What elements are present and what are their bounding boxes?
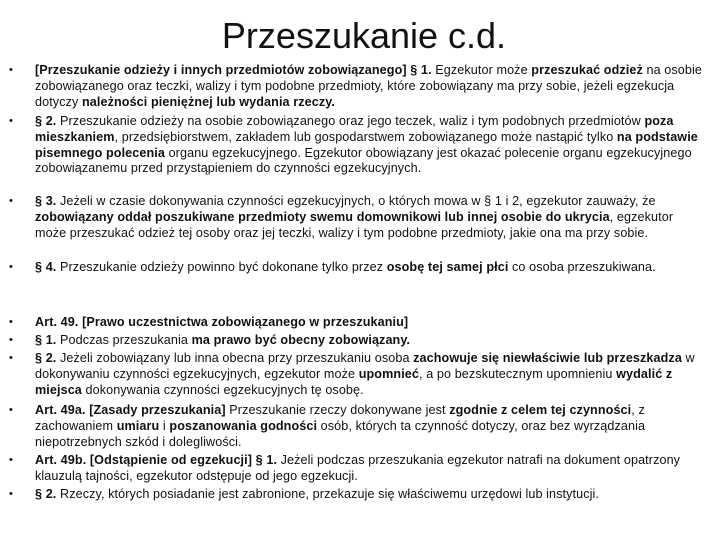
- bold-text-segment: przeszukać odzież: [531, 63, 643, 77]
- bullet-icon: •: [9, 64, 13, 76]
- bold-text-segment: Art. 49a. [Zasady przeszukania]: [35, 403, 226, 417]
- bold-text-segment: należności pieniężnej lub wydania rzeczy.: [82, 94, 336, 109]
- text-segment: Przeszukanie odzieży na osobie zobowiązanego oraz jego teczek, waliz i tym podobnych przedmiotów: [56, 114, 645, 128]
- item-text: [35, 114, 698, 175]
- bold-text-segment: zobowiązany oddał poszukiwane przedmioty swemu domownikowi lub innej osobie do ukrycia: [35, 209, 610, 224]
- bold-text-segment: [Przeszukanie odzieży i innych przedmiotów zobowiązanego] § 1.: [35, 63, 432, 77]
- text-segment: Przeszukanie odzieży powinno być dokonane tylko przez: [56, 260, 387, 274]
- bold-text-segment: wydalić z miejsca: [35, 366, 673, 397]
- bold-text-segment: zgodnie z celem tej czynności: [449, 403, 632, 417]
- list-item-art-49a: [9, 403, 707, 450]
- bullet-icon: •: [9, 454, 13, 466]
- text-segment: co osoba przeszukiwana.: [508, 260, 656, 274]
- bold-text-segment: Art. 49b. [Odstąpienie od egzekucji] § 1.: [35, 453, 278, 467]
- bold-text-segment: poza mieszkaniem: [35, 114, 674, 144]
- list-item-paragraph-2: [9, 114, 707, 177]
- bold-text-segment: umiaru: [116, 418, 160, 433]
- bold-text-segment: § 2.: [35, 114, 57, 128]
- bold-text-segment: osobę tej samej płci: [386, 260, 509, 274]
- bullet-icon: •: [9, 404, 13, 416]
- bullet-icon: •: [9, 488, 13, 500]
- text-segment: dokonywania czynności egzekucyjnych tę osobę.: [81, 382, 364, 397]
- text-segment: w dokonywaniu czynności egzekucyjnych, egzekutor może: [35, 351, 695, 381]
- text-segment: Egzekutor może: [431, 63, 532, 77]
- list-item-art-49-heading: [9, 315, 707, 331]
- item-text: [35, 63, 702, 109]
- text-segment: Rzeczy, których posiadanie jest zabronione, przekazuje się właściwemu urzędowi lub instytucji.: [56, 487, 600, 501]
- item-text: [35, 333, 410, 347]
- text-segment: osób, których ta czynność dotyczy, oraz bez wyrządzania niepotrzebnych szkód i dolegliwości.: [35, 418, 646, 449]
- item-text: [35, 194, 673, 240]
- bold-text-segment: § 2.: [35, 487, 57, 501]
- bold-text-segment: upomnieć: [358, 366, 419, 381]
- bold-text-segment: na podstawie pisemnego polecenia: [35, 129, 698, 160]
- list-item-art-49-par-1: [9, 333, 707, 349]
- item-text: [35, 260, 656, 274]
- item-text: [35, 453, 680, 483]
- bullet-icon: •: [9, 352, 13, 364]
- text-segment: organu egzekucyjnego. Egzekutor obowiązany jest okazać polecenie organu egzekucyjnego zobowiązanemu przed przystąpieniem do czynności egzekucyjnych.: [35, 145, 692, 176]
- bold-text-segment: § 3.: [35, 194, 57, 208]
- bold-text-segment: § 4.: [35, 260, 57, 274]
- item-text: [35, 351, 695, 397]
- text-segment: , przedsiębiorstwem, zakładem lub gospodarstwem zobowiązanego może nastąpić tylko: [114, 129, 617, 144]
- bullet-icon: •: [9, 334, 13, 346]
- text-segment: , a po bezskutecznym upomnieniu: [419, 366, 617, 381]
- bullet-icon: •: [9, 195, 13, 207]
- bullet-icon: •: [9, 115, 13, 127]
- text-segment: Jeżeli w czasie dokonywania czynności egzekucyjnych, o których mowa w § 1 i 2, egzekutor zauważy, że: [56, 194, 656, 208]
- bold-text-segment: § 2.: [35, 351, 57, 365]
- list-item-art-49b-par-1: [9, 453, 707, 485]
- list-item-paragraph-3: [9, 194, 707, 241]
- slide-title: Przeszukanie c.d.: [221, 15, 507, 56]
- item-text: [35, 487, 599, 501]
- bold-text-segment: § 1.: [35, 333, 57, 347]
- list-item-art-49-par-2: [9, 351, 707, 398]
- item-text: [35, 403, 645, 449]
- bold-text-segment: poszanowania godności: [169, 418, 318, 433]
- text-segment: , egzekutor może przeszukać odzież tej osoby oraz jej teczki, walizy i tym podobne przedmioty, jakie ona ma przy sobie.: [35, 209, 674, 240]
- bold-text-segment: ma prawo być obecny zobowiązany.: [191, 333, 411, 347]
- item-text: [35, 315, 408, 329]
- bullet-icon: •: [9, 316, 13, 328]
- text-segment: Podczas przeszukania: [56, 333, 192, 347]
- text-segment: na osobie zobowiązanego oraz teczki, walizy i tym podobne przedmioty, które zobowiązany ma przy sobie, jeżeli egzekucja dotyczy: [35, 63, 703, 109]
- text-segment: Jeżeli podczas przeszukania egzekutor natrafi na dokument opatrzony klauzulą tajności, egzekutor odstępuje od jego egzekucji.: [35, 453, 681, 483]
- text-segment: Przeszukanie rzeczy dokonywane jest: [225, 403, 450, 417]
- text-segment: Jeżeli zobowiązany lub inna obecna przy przeszukaniu osoba: [56, 351, 414, 365]
- list-item-search-clothing: [9, 63, 707, 110]
- bold-text-segment: zachowuje się niewłaściwie lub przeszkadza: [413, 351, 682, 365]
- list-item-art-49b-par-2: [9, 487, 707, 503]
- bold-text-segment: Art. 49. [Prawo uczestnictwa zobowiązanego w przeszukaniu]: [35, 315, 409, 329]
- text-segment: , z zachowaniem: [35, 403, 645, 433]
- list-item-paragraph-4: [9, 260, 707, 276]
- text-segment: i: [159, 418, 170, 433]
- bullet-icon: •: [9, 261, 13, 273]
